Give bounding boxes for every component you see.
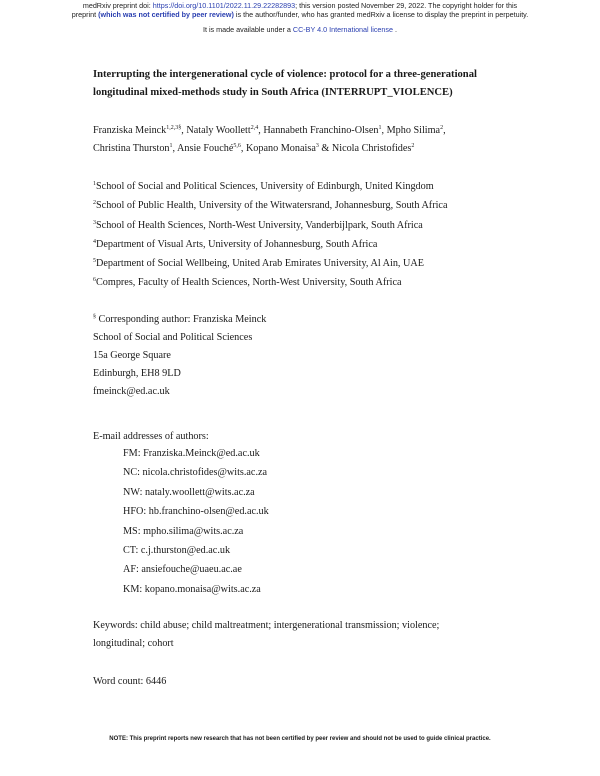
affiliation-text: School of Health Sciences, North-West University, Vanderbijlpark, South Africa	[96, 219, 423, 231]
affiliation-item	[93, 196, 447, 215]
author-sep: ,	[240, 143, 246, 154]
affiliation-item	[93, 273, 447, 292]
address-line: 15a George Square	[93, 350, 171, 361]
affiliation-text: Department of Visual Arts, University of Johannesburg, South Africa	[96, 238, 378, 250]
author-affil: 1,2,3§	[166, 125, 182, 131]
author-name: Hannabeth Franchino-Olsen	[263, 125, 379, 136]
affiliation-number: 1	[93, 181, 96, 187]
affiliation-text: School of Public Health, University of the Witwatersrand, Johannesburg, South Africa	[96, 200, 448, 212]
title-line-2: longitudinal mixed-methods study in South Africa (INTERRUPT_VIOLENCE)	[93, 87, 453, 98]
header-text: is the author/funder, who has granted medRxiv a license to display the preprint in perpetuity.	[233, 10, 529, 19]
corresponding-email: fmeinck@ed.ac.uk	[93, 386, 170, 397]
affiliation-number: 2	[93, 200, 96, 207]
author-sep: &	[318, 143, 332, 154]
affiliation-text: Compres, Faculty of Health Sciences, North-West University, South Africa	[96, 277, 402, 289]
peer-review-note: (which was not certified by peer review)	[98, 10, 234, 19]
email-item: AF: ansiefouche@uaeu.ac.ae	[123, 564, 242, 576]
email-item: HFO: hb.franchino-olsen@ed.ac.uk	[123, 506, 269, 518]
author-sep: ,	[443, 125, 446, 136]
header-text: preprint	[71, 10, 99, 19]
affiliation-number: 3	[93, 219, 96, 226]
email-item: MS: mpho.silima@wits.ac.za	[123, 525, 244, 537]
author-affil: 3	[315, 143, 319, 149]
author-affil: 1	[378, 125, 382, 131]
affiliation-list	[93, 177, 447, 293]
title-line-1: Interrupting the intergenerational cycle of violence: protocol for a three-generational	[93, 69, 477, 80]
email-item: NC: nicola.christofides@wits.ac.za	[123, 467, 268, 479]
author-sep: ,	[172, 143, 178, 154]
author-sep: ,	[181, 125, 187, 136]
header-text: It is made available under a	[202, 25, 293, 34]
keywords-line: longitudinal; cohort	[93, 638, 174, 649]
affiliation-number: 5	[93, 258, 96, 265]
header-line-1	[0, 1, 600, 10]
email-item: NW: nataly.woollett@wits.ac.za	[123, 486, 255, 498]
author-affil: 2	[440, 125, 444, 131]
author-name: Ansie Fouché	[177, 143, 234, 154]
header-text: medRxiv preprint doi:	[82, 1, 153, 10]
corresponding-heading	[93, 311, 266, 329]
affiliation-text: Department of Social Wellbeing, United Arab Emirates University, Al Ain, UAE	[96, 258, 424, 270]
address-line: School of Social and Political Sciences	[93, 332, 253, 343]
preprint-footer-note: NOTE: This preprint reports new research that has not been certified by peer review and should not be used to guide clinical practice.	[109, 736, 491, 742]
author-line-2	[93, 140, 446, 158]
doi-link[interactable]: https://doi.org/10.1101/2022.11.29.22282893	[152, 1, 296, 10]
author-affil: 1	[169, 143, 173, 149]
author-name: Nicola Christofides	[331, 143, 412, 154]
preprint-header	[0, 1, 600, 34]
author-name: Nataly Woollett	[186, 125, 251, 136]
author-line-1	[93, 122, 446, 140]
author-sep: ,	[258, 125, 264, 136]
affiliation-text: School of Social and Political Sciences, University of Edinburgh, United Kingdom	[96, 181, 434, 192]
header-text: .	[393, 25, 398, 34]
corresponding-author	[93, 311, 266, 401]
keywords-line: Keywords: child abuse; child maltreatment; intergenerational transmission; violence;	[93, 620, 440, 631]
license-link[interactable]: CC-BY 4.0 International license	[292, 25, 394, 34]
author-name: Christina Thurston	[93, 143, 170, 154]
affiliation-item	[93, 177, 447, 196]
email-item: FM: Franziska.Meinck@ed.ac.uk	[123, 448, 260, 459]
header-text: ; this version posted November 29, 2022. The copyright holder for this	[295, 1, 518, 10]
affiliation-item	[93, 235, 447, 254]
author-sep: ,	[381, 125, 387, 136]
affiliation-number: 4	[93, 238, 96, 245]
author-name: Kopano Monaisa	[245, 143, 316, 154]
email-list	[123, 444, 269, 599]
corresponding-symbol: §	[93, 314, 96, 320]
author-affil: 2	[411, 143, 415, 149]
keywords	[93, 617, 439, 653]
address-line: Edinburgh, EH8 9LD	[93, 368, 181, 379]
author-list	[93, 122, 446, 158]
email-item: CT: c.j.thurston@ed.ac.uk	[123, 545, 231, 557]
emails-heading: E-mail addresses of authors:	[93, 431, 209, 442]
author-affil: 2,4	[250, 125, 259, 131]
email-item: KM: kopano.monaisa@wits.ac.za	[123, 583, 261, 595]
corresponding-label: Corresponding author: Franziska Meinck	[96, 314, 267, 325]
header-line-2	[0, 10, 600, 19]
affiliation-number: 6	[93, 277, 96, 284]
affiliation-item	[93, 254, 447, 273]
header-line-3	[0, 25, 600, 34]
author-affil: 5,6	[233, 143, 241, 149]
word-count: Word count: 6446	[93, 676, 167, 687]
author-name: Mpho Silima	[386, 125, 441, 136]
author-name: Franziska Meinck	[93, 125, 167, 136]
affiliation-item	[93, 216, 447, 235]
paper-title	[93, 66, 523, 102]
